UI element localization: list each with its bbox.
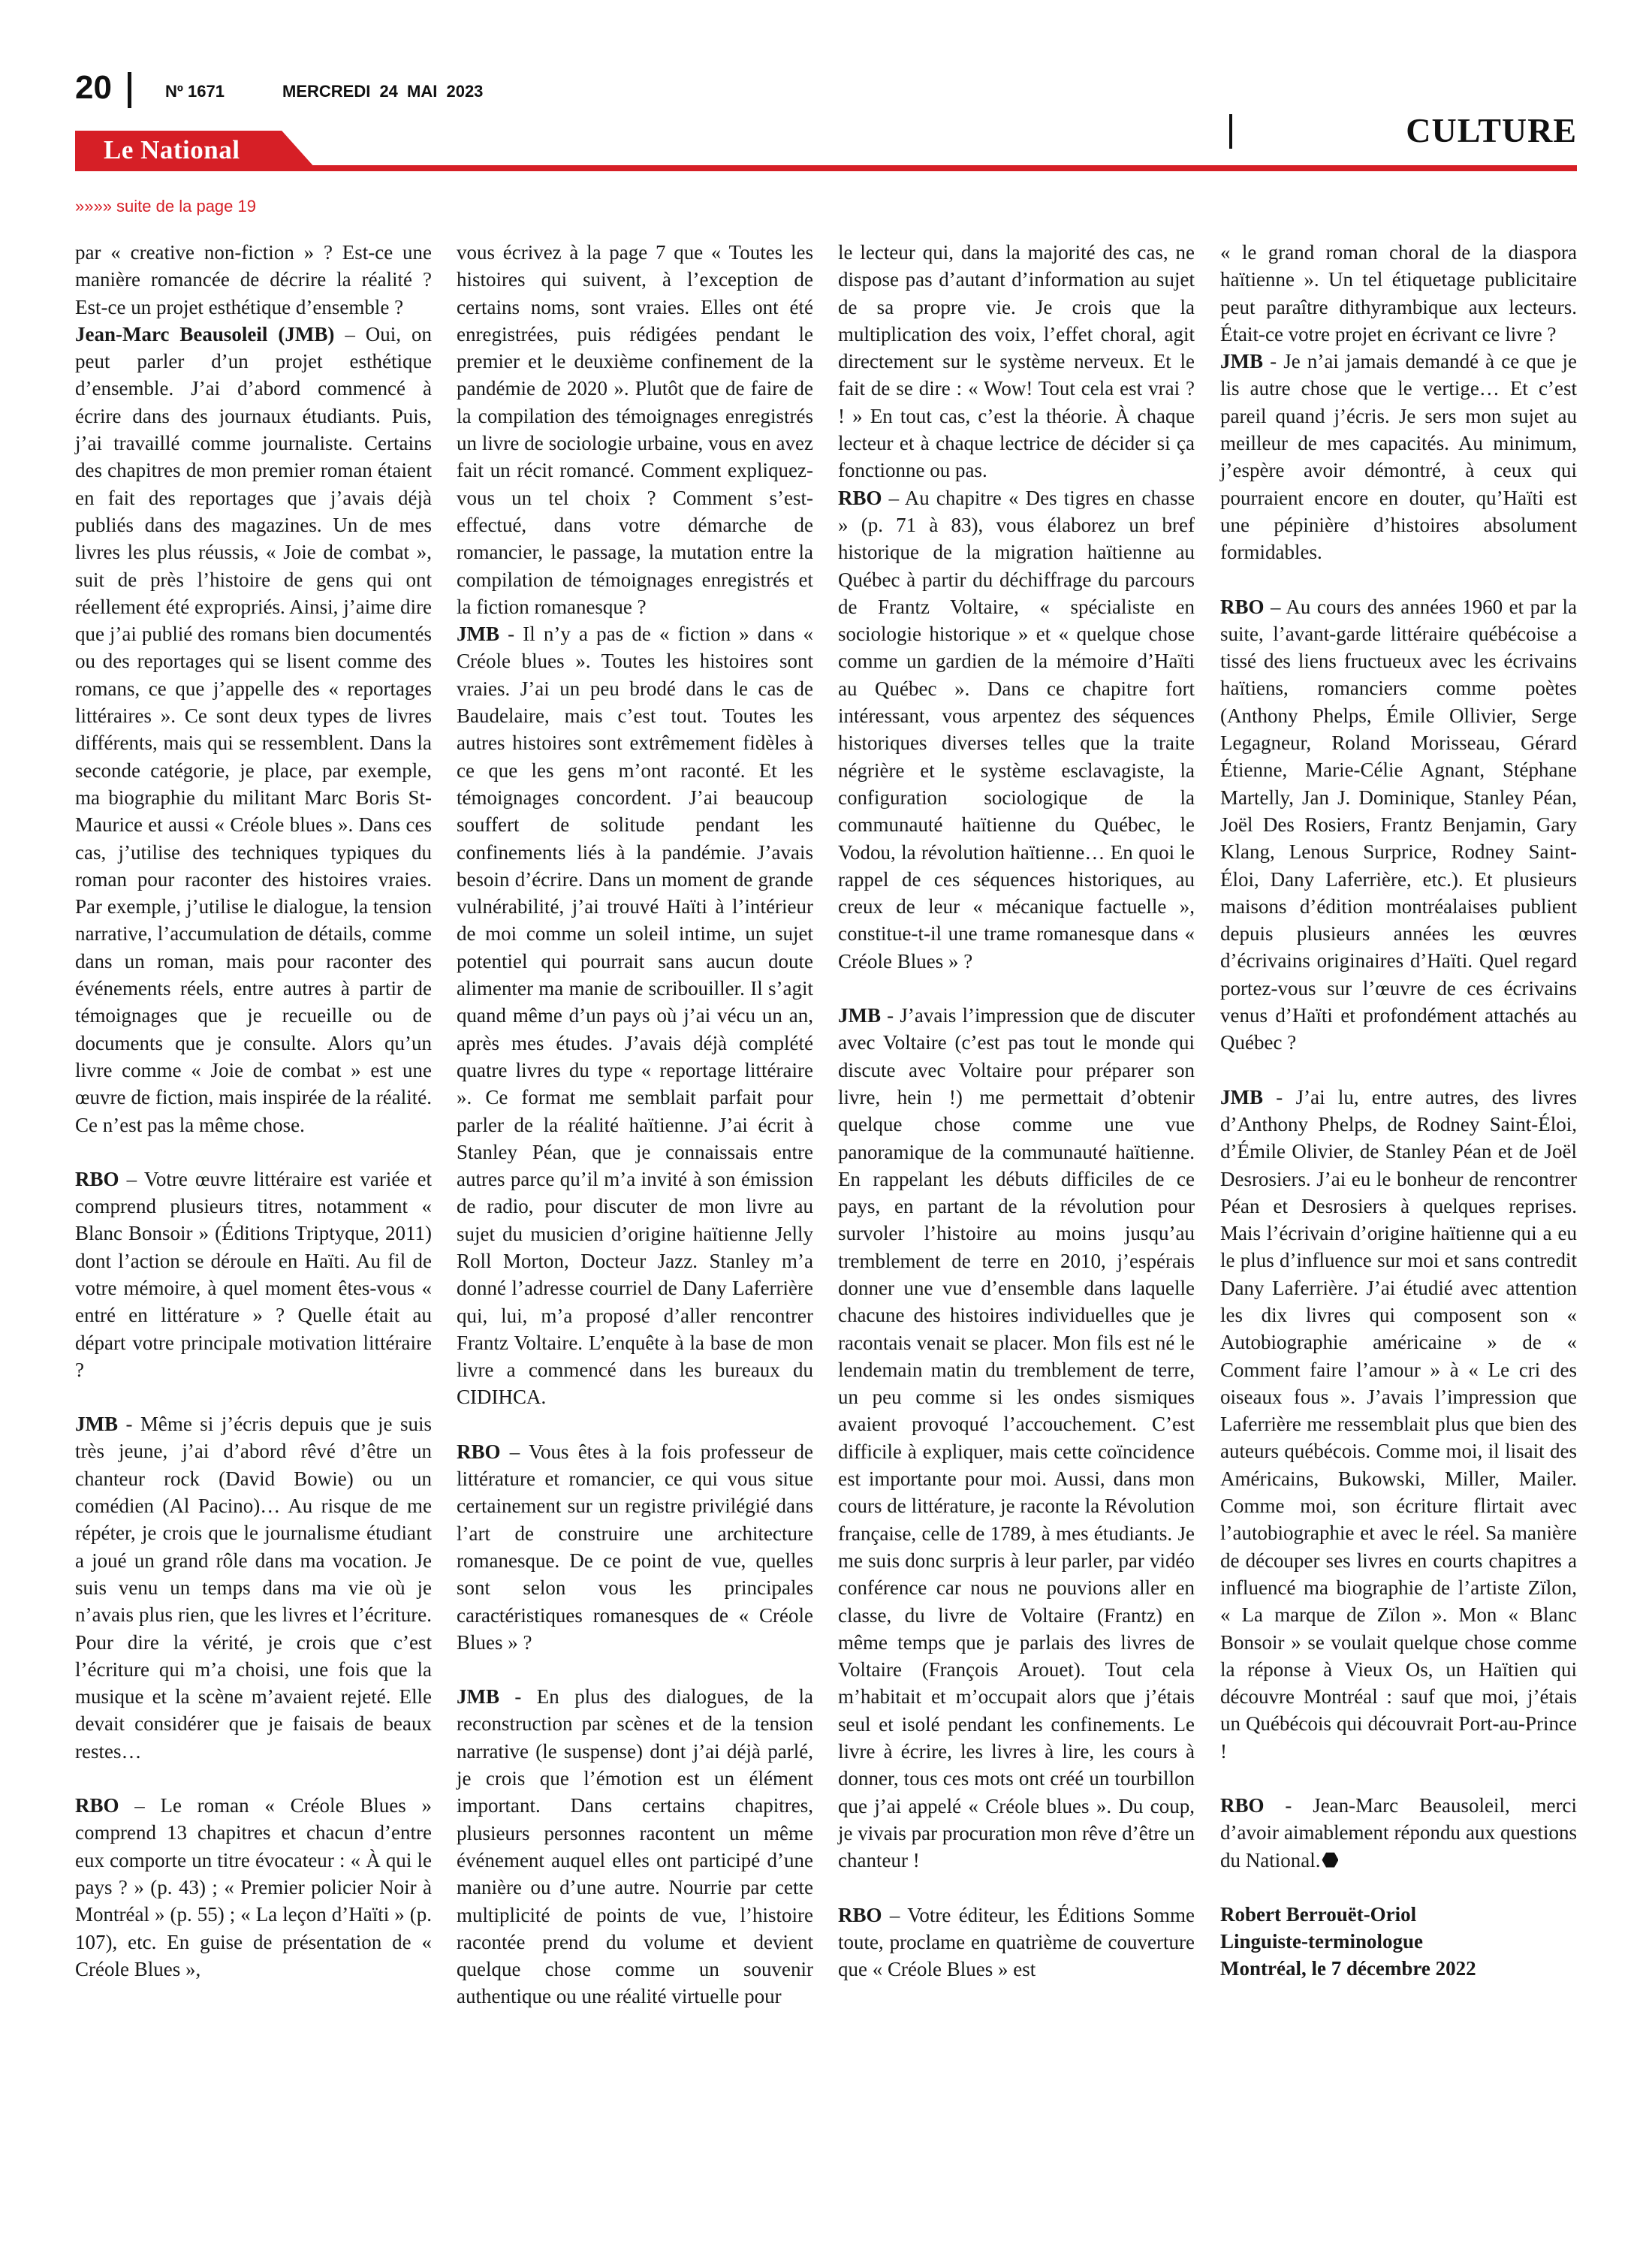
paragraph-text: – Votre éditeur, les Éditions Somme toute, proclame en quatrième de couverture que « Créole Blues » est bbox=[838, 1903, 1195, 1981]
speaker-label: JMB bbox=[457, 623, 499, 646]
section-title: CULTURE bbox=[1406, 111, 1577, 149]
article-paragraph bbox=[838, 484, 1195, 975]
paragraph-text: - En plus des dialogues, de la reconstruction par scènes et de la tension narrative (le suspense) dont j’ai déjà parlé, je crois que l’émotion est un élément important. Dans certains chapitres, plusieurs personnes racontent un même événement auquel elles ont participé d’une manière ou d’une autre. Nourrie par cette multiplicité de points de vue, l’histoire racontée prend du volume et devient quelque chose comme un souvenir authentique ou une réalité virtuelle pour bbox=[457, 1685, 813, 2008]
speaker-label: RBO bbox=[75, 1794, 119, 1817]
paragraph-text: le lecteur qui, dans la majorité des cas, ne dispose pas d’autant d’information au sujet de sa propre vie. Je crois que la multiplication des voix, l’effet choral, agit directement sur le système nerveux. Et le fait de se dire : « Wow! Tout cela est vrai ? ! » En tout cas, c’est la théorie. À chaque lecteur et à chaque lectrice de décider si ça fonctionne ou pas. bbox=[838, 241, 1195, 482]
speaker-label: RBO bbox=[838, 486, 882, 509]
article-paragraph bbox=[75, 1792, 432, 1983]
article-paragraph bbox=[838, 239, 1195, 484]
paragraph-text: – Vous êtes à la fois professeur de littérature et romancier, ce qui vous situe certainement sur un registre privilégié dans l’art de construire une architecture romanesque. De ce point de vue, quelles sont selon vous les principales caractéristiques romanesques de « Créole Blues » ? bbox=[457, 1440, 813, 1654]
paragraph-text: - Je n’ai jamais demandé à ce que je lis autre chose que le vertige… Et c’est pareil quand j’écris. Je sers mon sujet au meilleur de mes capacités. Au minimum, j’espère avoir démontré, à ceux qui pourraient encore en douter, qu’Haïti est une pépinière d’histoires absolument formidables. bbox=[1220, 350, 1577, 564]
article-paragraph bbox=[838, 1902, 1195, 1983]
article-paragraph bbox=[838, 1002, 1195, 1874]
page-header bbox=[75, 69, 1577, 182]
article-column-4 bbox=[1220, 239, 1577, 1982]
speaker-label: JMB bbox=[75, 1413, 118, 1436]
article-paragraph bbox=[457, 1683, 813, 2010]
signature-line: Montréal, le 7 décembre 2022 bbox=[1220, 1956, 1476, 1980]
article-column-2 bbox=[457, 239, 813, 2037]
speaker-label: RBO bbox=[457, 1440, 501, 1463]
paragraph-text: vous écrivez à la page 7 que « Toutes les histoires qui suivent, à l’exception de certains noms, sont vraies. Elles ont été enregistrées, puis rédigées pendant le premier et le deuxième confinement de la pandémie de 2020 ». Plutôt que de faire de la compilation des témoignages enregistrés un livre de sociologie urbaine, vous en avez fait un récit romancé. Comment expliquez-vous un tel choix ? Comment s’est-effectué, dans votre démarche de romancier, le passage, la mutation entre la compilation de témoignages enregistrés et la fiction romanesque ? bbox=[457, 241, 813, 618]
paragraph-text: - J’ai lu, entre autres, des livres d’Anthony Phelps, de Rodney Saint-Éloi, d’Émile Olivier, de Stanley Péan et de Joël Desrosiers. J’ai eu le bonheur de rencontrer Péan et Desrosiers à quelques reprises. Mais l’écrivain d’origine haïtienne qui a eu le plus d’influence sur moi et sans contredit Dany Laferrière. J’ai étudié avec attention les dix livres qui composent son « Autobiographie américaine » de « Comment faire l’amour » à « Le cri des oiseaux fous ». J’avais l’impression que Laferrière me ressemblait plus que bien des auteurs québécois. Comme moi, il lisait des Américains, Bukowski, Miller, Mailer. Comme moi, son écriture flirtait avec l’autobiographie et avec le réel. Sa manière de découper ses livres en courts chapitres a influencé ma biographie de l’artiste Zïlon, « La marque de Zïlon ». Mon « Blanc Bonsoir » se voulait quelque chose comme la réponse à Vieux Os, un Haïtien qui découvre Montréal : sauf que moi, j’étais un Québécois qui découvrait Port-au-Prince ! bbox=[1220, 1085, 1577, 1763]
publication-date: MERCREDI 24 MAI 2023 bbox=[282, 82, 484, 101]
paragraph-text: – Oui, on peut parler d’un projet esthétique d’ensemble. J’ai d’abord commencé à écrire dans des journaux étudiants. Puis, j’ai travaillé comme journaliste. Certains des chapitres de mon premier roman étaient en fait des reportages que j’avais déjà publiés dans des magazines. Un de mes livres les plus réussis, « Joie de combat », suit de près l’histoire de gens qui ont réellement été expropriés. Ainsi, j’aime dire que j’ai publié des romans bien documentés ou des reportages qui se lisent comme des romans, ce que j’appelle des « reportages littéraires ». Ce sont deux types de livres différents, mais qui se ressemblent. Dans la seconde catégorie, je place, par exemple, ma biographie du militant Marc Boris St-Maurice et aussi « Créole blues ». Dans ces cas, j’utilise des techniques typiques du roman pour raconter des histoires vraies. Par exemple, j’utilise le dialogue, la tension narrative, l’accumulation de détails, comme dans un roman, mais pour raconter des événements réels, entre autres à partir de témoignages que je recueille ou de documents que je consulte. Alors qu’un livre comme « Joie de combat » est une œuvre de fiction, mais inspirée de la réalité. Ce n’est pas la même chose. bbox=[75, 322, 433, 1136]
speaker-label: JMB bbox=[1220, 350, 1263, 373]
end-of-article-icon bbox=[1322, 1852, 1338, 1868]
article-paragraph bbox=[457, 239, 813, 620]
speaker-label: RBO bbox=[75, 1167, 119, 1190]
newspaper-logo: Le National bbox=[104, 135, 240, 164]
speaker-label: RBO bbox=[1220, 595, 1265, 618]
paragraph-text: - Il n’y a pas de « fiction » dans « Créole blues ». Toutes les histoires sont vraies. J’ai un peu brodé dans le cas de Baudelaire, mais c’est tout. Toutes les autres histoires sont extrêmement fidèles à ce que les gens m’ont raconté. Et les témoignages concordent. J’ai beaucoup souffert de solitude pendant les confinements liés à la pandémie. J’avais besoin d’écrire. Dans un moment de grande vulnérabilité, j’ai trouvé Haïti à l’intérieur de moi comme un soleil intime, un sujet potentiel qui pourrait sans aucun doute alimenter ma manie de scribouiller. Il s’agit quand même d’un pays où j’ai vécu un an, après mes études. J’avais déjà complété quatre livres du type « reportage littéraire ». Ce format me semblait parfait pour parler de la réalité haïtienne. J’ai écrit à Stanley Péan, que je connaissais entre autres parce qu’il m’a invité à son émission de radio, pour discuter de mon livre au sujet du musicien d’origine haïtienne Jelly Roll Morton, Docteur Jazz. Stanley m’a donné l’adresse courriel de Dany Laferrière qui, lui, m’a proposé d’aller rencontrer Frantz Voltaire. L’enquête à la base de mon livre a commencé dans les bureaux du CIDIHCA. bbox=[457, 623, 813, 1409]
continued-from-link[interactable]: »»»» suite de la page 19 bbox=[75, 197, 256, 216]
article-paragraph bbox=[457, 1438, 813, 1656]
article-paragraph bbox=[75, 321, 432, 1139]
speaker-label: JMB bbox=[457, 1685, 499, 1709]
paragraph-text: – Au chapitre « Des tigres en chasse » (p. 71 à 83), vous élaborez un bref historique de la migration haïtienne au Québec à partir du déchiffrage du parcours de Frantz Voltaire, « spécialiste en sociologie historique » et « quelque chose comme un gardien de la mémoire d’Haïti au Québec ». Dans ce chapitre fort intéressant, vous arpentez des séquences historiques diverses telles que la traite négrière et le système esclavagiste, la configuration sociologique de la communauté haïtienne du Québec, le Vodou, la révolution haïtienne… En quoi le rappel de ces séquences historiques, au creux de leur « mécanique factuelle », constitue-t-il une trame romanesque dans « Créole Blues » ? bbox=[838, 486, 1195, 973]
article-column-3 bbox=[838, 239, 1195, 2010]
section-divider bbox=[1229, 114, 1232, 149]
article-paragraph bbox=[457, 620, 813, 1411]
header-rule bbox=[75, 165, 1577, 171]
paragraph-text: « le grand roman choral de la diaspora haïtienne ». Un tel étiquetage publicitaire peut paraître dithyrambique aux lecteurs. Était-ce votre projet en écrivant ce livre ? bbox=[1220, 241, 1577, 345]
article-paragraph bbox=[1220, 348, 1577, 566]
signature-line: Linguiste-terminologue bbox=[1220, 1929, 1423, 1953]
speaker-label: RBO bbox=[838, 1903, 882, 1926]
article-paragraph bbox=[1220, 239, 1577, 348]
paragraph-text: – Le roman « Créole Blues » comprend 13 chapitres et chacun d’entre eux comporte un titre évocateur : « À qui le pays ? » (p. 43) ; « Premier policier Noir à Montréal » (p. 55) ; « La leçon d’Haïti » (p. 107), etc. En guise de présentation de « Créole Blues », bbox=[75, 1794, 432, 1980]
paragraph-text: - Même si j’écris depuis que je suis très jeune, j’ai d’abord rêvé d’être un chanteur rock (David Bowie) ou un comédien (Al Pacino)… Au risque de me répéter, je crois que le journalisme étudiant a joué un grand rôle dans ma vocation. Je suis venu un temps dans ma vie où je n’avais plus rien, que les livres et l’écriture. Pour dire la vérité, je crois que c’est l’écriture qui m’a choisi, une fois que la musique et la scène m’avaient rejeté. Elle devait considérer que je faisais de beaux restes… bbox=[75, 1413, 432, 1763]
article-paragraph bbox=[75, 239, 432, 321]
article-paragraph bbox=[1220, 1792, 1577, 1874]
speaker-label: JMB bbox=[838, 1004, 881, 1027]
paragraph-text: – Votre œuvre littéraire est variée et comprend plusieurs titres, notamment « Blanc Bonsoir » (Éditions Triptyque, 2011) dont l’action se déroule en Haïti. Au fil de votre mémoire, à quel moment êtes-vous « entré en littérature » ? Quelle était au départ votre principale motivation littéraire ? bbox=[75, 1167, 432, 1381]
paragraph-text: par « creative non-fiction » ? Est-ce une manière romancée de décrire la réalité ? Est-ce un projet esthétique d’ensemble ? bbox=[75, 241, 432, 318]
article-body bbox=[75, 239, 1577, 2206]
article-paragraph bbox=[75, 1410, 432, 1765]
article-paragraph bbox=[1220, 1084, 1577, 1765]
speaker-label: RBO bbox=[1220, 1794, 1265, 1817]
article-column-1 bbox=[75, 239, 432, 2010]
speaker-label: JMB bbox=[1220, 1085, 1263, 1108]
page-number-divider bbox=[128, 72, 131, 108]
paragraph-text: – Au cours des années 1960 et par la suite, l’avant-garde littéraire québécoise a tissé des liens fructueux avec les écrivains haïtiens, romanciers comme poètes (Anthony Phelps, Émile Ollivier, Serge Legagneur, Roland Morisseau, Gérard Étienne, Marie-Célie Agnant, Stéphane Martelly, Jan J. Dominique, Stanley Péan, Joël Des Rosiers, Frantz Benjamin, Gary Klang, Lenous Surprice, Rodney Saint-Éloi, Dany Laferrière, etc.). Et plusieurs maisons d’édition montréalaises publient depuis plusieurs années les œuvres d’écrivains originaires d’Haïti. Quel regard portez-vous sur l’œuvre de ces écrivains venus d’Haïti et profondément attachés au Québec ? bbox=[1220, 595, 1577, 1054]
issue-number: Nº 1671 bbox=[165, 82, 225, 101]
paragraph-text: - J’avais l’impression que de discuter avec Voltaire (c’est pas tout le monde qui discute avec Voltaire pour préparer son livre, hein !) me permettait d’obtenir quelque chose comme une vue panoramique de la communauté haïtienne. En rappelant les débuts difficiles de ce pays, en partant de la révolution pour survoler l’histoire au moins jusqu’au tremblement de terre en 2010, j’espérais donner une vue d’ensemble dans laquelle chacune des histoires individuelles que je racontais venait se placer. Mon fils est né le lendemain matin du tremblement de terre, un peu comme si les ondes sismiques avaient provoqué l’accouchement. C’est difficile à expliquer, mais cette coïncidence est importante pour moi. Aussi, dans mon cours de littérature, je raconte la Révolution française, celle de 1789, à mes étudiants. Je me suis donc surpris à leur parler, par vidéo conférence car nous ne pouvions aller en classe, du livre de Voltaire (Frantz) en même temps que je parlais des livres de Voltaire (François Arouet). Tout cela m’habitait et m’occupait alors que j’étais seul et isolé pendant les confinements. Le livre à écrire, les livres à lire, les cours à donner, tous ces mots ont créé un tourbillon que j’ai appelé « Créole blues ». Du coup, je vivais par procuration mon rêve d’être un chanteur ! bbox=[838, 1004, 1195, 1872]
page-number: 20 bbox=[75, 69, 112, 106]
author-signature bbox=[1220, 1901, 1577, 1982]
signature-line: Robert Berrouët-Oriol bbox=[1220, 1902, 1417, 1926]
article-paragraph bbox=[75, 1166, 432, 1383]
article-paragraph bbox=[1220, 593, 1577, 1057]
paragraph-text: - Jean-Marc Beausoleil, merci d’avoir aimablement répondu aux questions du National. bbox=[1220, 1794, 1577, 1871]
speaker-label: Jean-Marc Beausoleil (JMB) bbox=[75, 322, 335, 345]
